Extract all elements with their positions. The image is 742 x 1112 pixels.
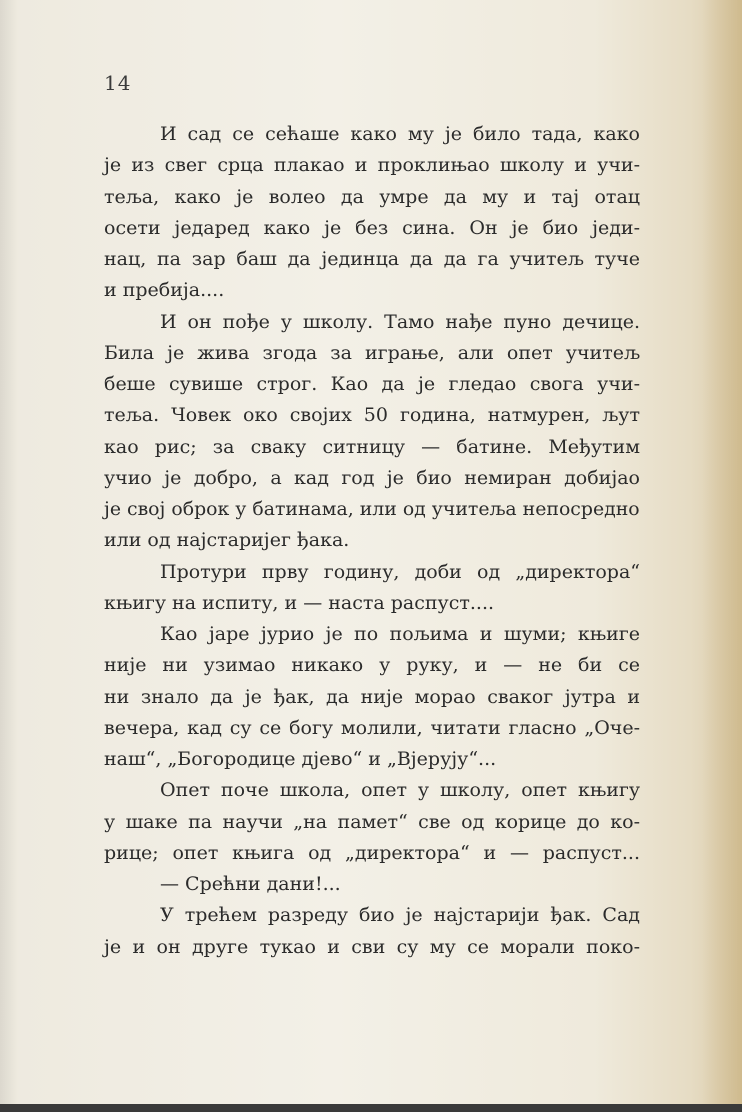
text-line: је из свег срца плакао и проклињао школу и учи- xyxy=(104,154,640,177)
text-line: Опет поче школа, опет у школу, опет књигу xyxy=(160,779,640,802)
text-line: вечера, кад су се богу молили, читати гласно „Оче- xyxy=(104,716,640,739)
text-line: У трећем разреду био је најстарији ђак. Сад xyxy=(160,904,640,927)
text-line: И сад се сећаше како му је било тада, како xyxy=(160,123,640,145)
text-line: Као јаре јурио је по пољима и шуми; књиге xyxy=(160,623,640,645)
text-line: осети једаред како је без сина. Он је био једи- xyxy=(104,216,640,239)
text-line: наш“, „Богородице дјево“ и „Вјерују“... xyxy=(104,748,497,770)
scan-bottom-edge xyxy=(0,1104,742,1112)
text-line: учио је добро, а кад год је био немиран добијао xyxy=(104,466,640,489)
text-line: теља. Човек око својих 50 година, натмурен, љут xyxy=(104,404,640,427)
text-line: или од најстаријег ђака. xyxy=(104,529,350,552)
text-line: је и он друге тукао и сви су му се морали поко- xyxy=(104,935,640,958)
body-text xyxy=(104,119,640,963)
text-line: и пребија.... xyxy=(104,279,225,302)
text-line: нац, па зар баш да јединца да да га учитељ туче xyxy=(104,248,640,270)
text-line: — Срећни дани!... xyxy=(160,873,341,895)
text-line: књигу на испиту, и — наста распуст.... xyxy=(104,591,495,614)
page-edge-stain xyxy=(702,0,742,1104)
text-line: Била је жива згода за играње, али опет учитељ xyxy=(104,341,640,364)
page-number: 14 xyxy=(104,71,132,95)
text-line: И он пође у школу. Тамо нађе пуно дечице. xyxy=(160,310,640,333)
text-line: рице; опет књига од „директора“ и — распуст... xyxy=(104,841,640,864)
text-line: није ни узимао никако у руку, и — не би се xyxy=(104,654,640,677)
text-line: у шаке па научи „на памет“ све од корице до ко- xyxy=(104,810,640,833)
text-line: Протури прву годину, доби од „директора“ xyxy=(160,560,640,583)
text-line: ни знало да је ђак, да није морао сваког јутра и xyxy=(104,685,640,708)
text-line: као рис; за сваку ситницу — батине. Међутим xyxy=(104,435,640,458)
text-line: је свој оброк у батинама, или од учитеља непосредно xyxy=(104,498,640,520)
text-line: теља, како је волео да умре да му и тај отац xyxy=(104,185,640,208)
text-line: беше сувише строг. Као да је гледао свога учи- xyxy=(104,373,640,395)
spine-shadow xyxy=(0,0,18,1104)
